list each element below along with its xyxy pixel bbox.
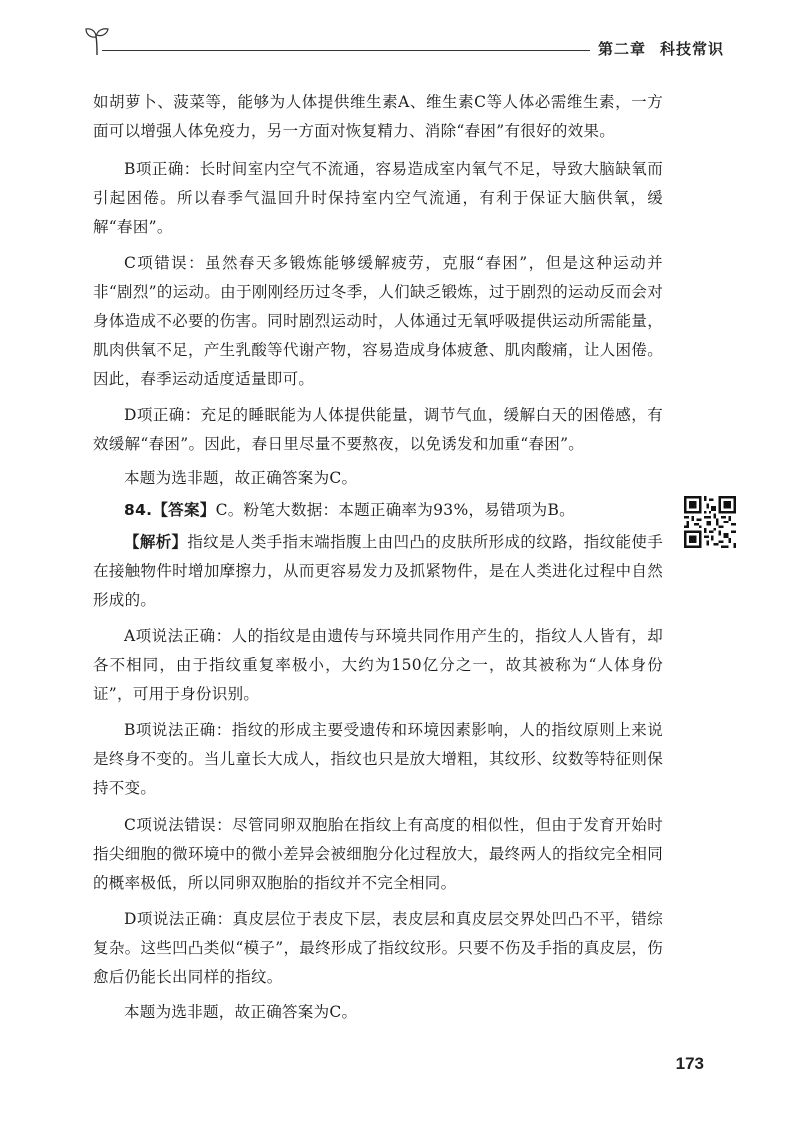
paragraph-conclusion-83: 本题为选非题，故正确答案为C。 xyxy=(124,469,358,487)
chapter-number: 第二章 xyxy=(598,40,647,58)
chapter-header xyxy=(590,38,732,59)
paragraph-1: 如胡萝卜、菠菜等，能够为人体提供维生素A、维生素C等人体必需维生素，一方面可以增强人体免疫力，另一方面对恢复精力、消除“春困”有很好的效果。 xyxy=(93,93,663,140)
paragraph-option-d-84: D项说法正确：真皮层位于表皮下层，表皮层和真皮层交界处凹凸不平，错综复杂。这些凹凸类似“模子”，最终形成了指纹纹形。只要不伤及手指的真皮层，伤愈后仍能长出同样的指纹。 xyxy=(93,910,663,986)
qr-code-icon[interactable] xyxy=(684,496,736,548)
paragraph-answer-84 xyxy=(93,496,663,525)
sprout-icon xyxy=(84,26,110,56)
paragraph-option-c-84: C项说法错误：尽管同卵双胞胎在指纹上有高度的相似性，但由于发育开始时指尖细胞的微环境中的微小差异会被细胞分化过程放大，最终两人的指纹完全相同的概率极低，所以同卵双胞胎的指纹并不完全相同。 xyxy=(93,816,663,892)
answer-label: 84.【答案】 xyxy=(124,501,216,519)
paragraph-option-c: C项错误：虽然春天多锻炼能够缓解疲劳，克服“春困”，但是这种运动并非“剧烈”的运动。由于刚刚经历过冬季，人们缺乏锻炼，过于剧烈的运动反而会对身体造成不必要的伤害。同时剧烈运动时，人体通过无氧呼吸提供运动所需能量，肌肉供氧不足，产生乳酸等代谢产物，容易造成身体疲惫、肌肉酸痛，让人困倦。因此，春季运动适度适量即可。 xyxy=(93,254,663,388)
paragraph-option-b: B项正确：长时间室内空气不流通，容易造成室内氧气不足，导致大脑缺氧而引起困倦。所以春季气温回升时保持室内空气流通，有利于保证大脑供氧，缓解“春困”。 xyxy=(93,160,663,236)
analysis-label: 【解析】 xyxy=(124,533,188,551)
paragraph-option-a-84: A项说法正确：人的指纹是由遗传与环境共同作用产生的，指纹人人皆有，却各不相同，由于指纹重复率极小，大约为150亿分之一，故其被称为“人体身份证”，可用于身份识别。 xyxy=(93,627,663,703)
paragraph-conclusion-84: 本题为选非题，故正确答案为C。 xyxy=(124,1003,358,1021)
paragraph-option-d: D项正确：充足的睡眠能为人体提供能量，调节气血，缓解白天的困倦感，有效缓解“春困”。因此，春日里尽量不要熬夜，以免诱发和加重“春困”。 xyxy=(93,406,663,453)
paragraph-analysis xyxy=(93,528,663,615)
chapter-title: 科技常识 xyxy=(660,40,725,58)
analysis-text: 指纹是人类手指末端指腹上由凹凸的皮肤所形成的纹路，指纹能使手在接触物件时增加摩擦力，从而更容易发力及抓紧物件，是在人类进化过程中自然形成的。 xyxy=(93,533,663,609)
answer-text: C。粉笔大数据：本题正确率为93%，易错项为B。 xyxy=(215,501,575,519)
paragraph-option-b-84: B项说法正确：指纹的形成主要受遗传和环境因素影响，人的指纹原则上来说是终身不变的。当儿童长大成人，指纹也只是放大增粗，其纹形、纹数等特征则保持不变。 xyxy=(93,721,663,797)
page-number: 173 xyxy=(675,1054,704,1073)
